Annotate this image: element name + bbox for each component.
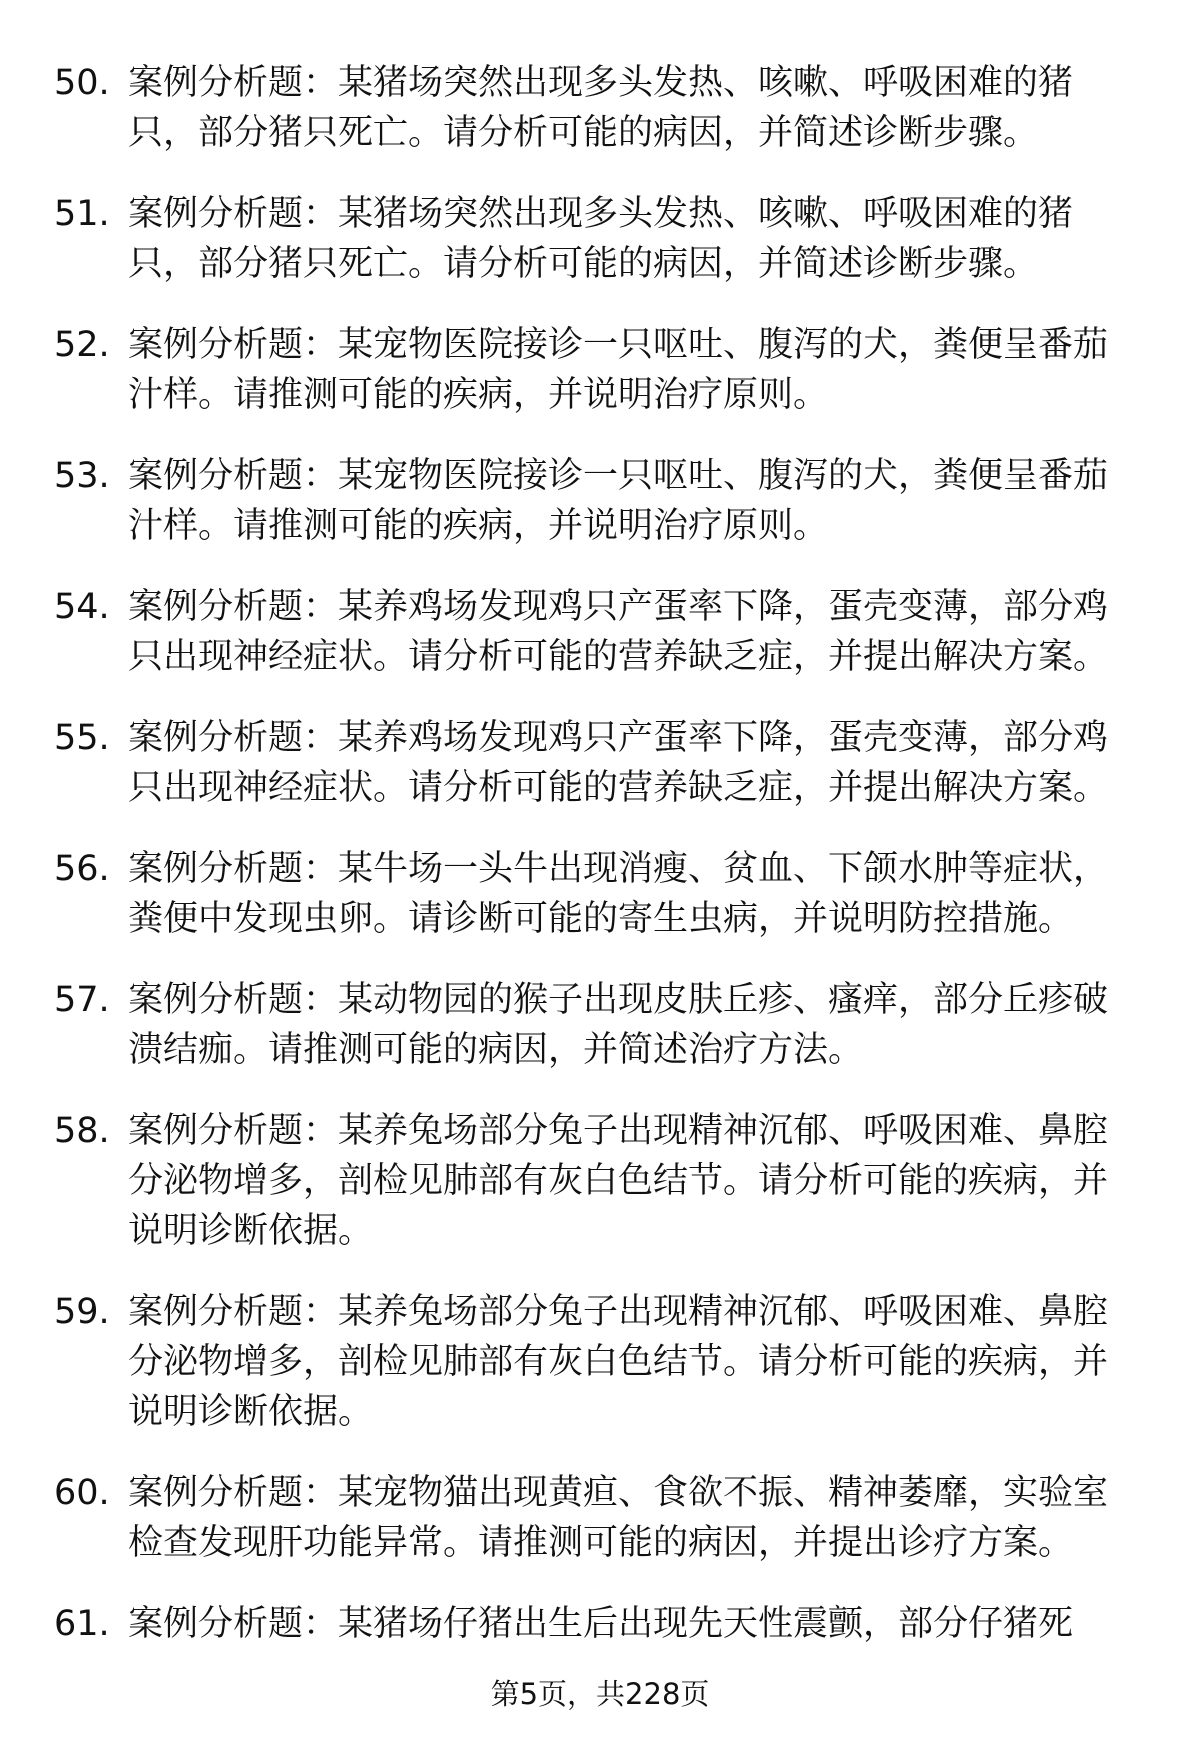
question-number: 58. — [54, 1111, 110, 1151]
question-text: 案例分析题：某养兔场部分兔子出现精神沉郁、呼吸困难、鼻腔分泌物增多，剖检见肺部有灰白色结节。请分析可能的疾病，并说明诊断依据。 — [128, 1111, 1109, 1251]
question-text: 案例分析题：某养鸡场发现鸡只产蛋率下降，蛋壳变薄，部分鸡只出现神经症状。请分析可能的营养缺乏症，并提出解决方案。 — [128, 587, 1109, 677]
question-number: 53. — [54, 456, 110, 496]
question-number: 61. — [54, 1604, 110, 1644]
question-number: 57. — [54, 980, 110, 1020]
question-number: 50. — [54, 63, 110, 103]
question-item — [0, 713, 1200, 813]
question-number: 54. — [54, 587, 110, 627]
question-text: 案例分析题：某猪场仔猪出生后出现先天性震颤，部分仔猪死 — [128, 1604, 1074, 1644]
question-item — [0, 451, 1200, 551]
question-text: 案例分析题：某动物园的猴子出现皮肤丘疹、瘙痒，部分丘疹破溃结痂。请推测可能的病因，并简述治疗方法。 — [128, 980, 1109, 1070]
question-item — [0, 1468, 1200, 1568]
question-text: 案例分析题：某养兔场部分兔子出现精神沉郁、呼吸困难、鼻腔分泌物增多，剖检见肺部有灰白色结节。请分析可能的疾病，并说明诊断依据。 — [128, 1292, 1109, 1432]
question-number: 60. — [54, 1473, 110, 1513]
question-item — [0, 1287, 1200, 1437]
question-item — [0, 58, 1200, 158]
question-text: 案例分析题：某养鸡场发现鸡只产蛋率下降，蛋壳变薄，部分鸡只出现神经症状。请分析可能的营养缺乏症，并提出解决方案。 — [128, 718, 1109, 808]
question-item — [0, 189, 1200, 289]
page-number: 第5页，共228页 — [490, 1677, 710, 1711]
question-item — [0, 975, 1200, 1075]
question-text: 案例分析题：某宠物医院接诊一只呕吐、腹泻的犬，粪便呈番茄汁样。请推测可能的疾病，并说明治疗原则。 — [128, 456, 1109, 546]
question-text: 案例分析题：某宠物猫出现黄疸、食欲不振、精神萎靡，实验室检查发现肝功能异常。请推测可能的病因，并提出诊疗方案。 — [128, 1473, 1109, 1563]
question-item — [0, 582, 1200, 682]
question-text: 案例分析题：某猪场突然出现多头发热、咳嗽、呼吸困难的猪只，部分猪只死亡。请分析可能的病因，并简述诊断步骤。 — [128, 194, 1074, 284]
question-number: 55. — [54, 718, 110, 758]
question-text: 案例分析题：某猪场突然出现多头发热、咳嗽、呼吸困难的猪只，部分猪只死亡。请分析可能的病因，并简述诊断步骤。 — [128, 63, 1074, 153]
question-item — [0, 1599, 1200, 1649]
question-text: 案例分析题：某宠物医院接诊一只呕吐、腹泻的犬，粪便呈番茄汁样。请推测可能的疾病，并说明治疗原则。 — [128, 325, 1109, 415]
question-text: 案例分析题：某牛场一头牛出现消瘦、贫血、下颌水肿等症状，粪便中发现虫卵。请诊断可能的寄生虫病，并说明防控措施。 — [128, 849, 1109, 939]
question-item — [0, 1106, 1200, 1256]
question-number: 59. — [54, 1292, 110, 1332]
question-item — [0, 844, 1200, 944]
question-list — [0, 58, 1200, 1680]
question-number: 51. — [54, 194, 110, 234]
question-number: 56. — [54, 849, 110, 889]
question-number: 52. — [54, 325, 110, 365]
question-item — [0, 320, 1200, 420]
